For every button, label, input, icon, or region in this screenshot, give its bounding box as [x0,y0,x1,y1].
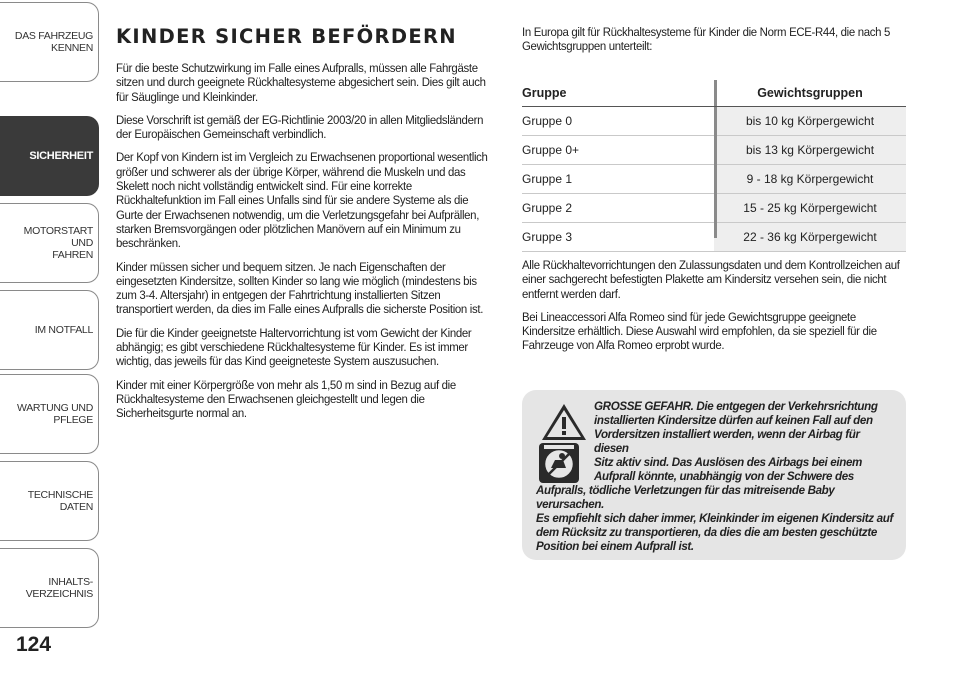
tab-motorstart-und-fahren[interactable] [0,203,99,283]
tab-im-notfall[interactable] [0,290,99,370]
weight-cell: bis 10 kg Körpergewicht [714,107,906,135]
paragraph: Kinder mit einer Körpergröße von mehr als 1,50 m sind in Bezug auf die Rückhaltesysteme den Erwachsenen gleichgestellt und legen die Sicherheitsgurte normal an. [116,377,456,421]
group-cell: Gruppe 0+ [522,143,580,157]
paragraph: Bei Lineaccessori Alfa Romeo sind für jede Gewichtsgruppe geeignete Kindersitze erhältlich. Diese Auswahl wird empfohlen, da sie speziell für die Fahrzeuge von Alfa Romeo erprobt wurde. [522,309,877,353]
right-column [522,25,906,63]
weight-cell: 9 - 18 kg Körpergewicht [714,165,906,193]
weight-cell: 22 - 36 kg Körpergewicht [714,223,906,251]
paragraph: Die für die Kinder geeignetste Haltervorrichtung ist vom Gewicht der Kinder abhängig; es gibt verschiedene Rückhaltesysteme für Kinder. Es ist immer wichtig, das jeweils für das Kind geeigneteste System auszusuchen. [116,325,472,369]
group-cell: Gruppe 3 [522,230,573,244]
warning-line: Sitz aktiv sind. Das Auslösen des Airbags bei einem [594,456,863,469]
tab-inhaltsverzeichnis[interactable] [0,548,99,628]
warning-text [536,400,896,554]
table-header [522,80,906,107]
weight-cell: 15 - 25 kg Körpergewicht [714,194,906,222]
weight-group-table [522,80,906,252]
left-column [116,25,500,430]
danger-warning-box [522,390,906,560]
group-cell: Gruppe 1 [522,172,573,186]
tab-label: TECHNISCHE DATEN [27,489,93,513]
tab-label: SICHERHEIT [29,150,93,162]
warning-line: Es empfiehlt sich daher immer, Kleinkinder im eigenen Kindersitz auf [536,512,893,525]
intro-paragraph: In Europa gilt für Rückhaltesysteme für Kinder die Norm ECE-R44, die nach 5 Gewichtsgruppen unterteilt: [522,25,891,54]
tab-sicherheit[interactable] [0,116,99,196]
warning-line: Aufprall könnte, unabhängig von der Schwere des [594,470,854,483]
warning-line: installierten Kindersitze dürfen auf keinen Fall auf den [594,414,873,427]
tab-technische-daten[interactable] [0,461,99,541]
tab-label: IM NOTFALL [34,324,93,336]
right-paragraphs [522,258,906,362]
paragraph: Der Kopf von Kindern ist im Vergleich zu Erwachsenen proportional wesentlich größer und schwerer als der übrige Körper, während die Muskeln und das Skelett noch nicht vollständig entwickelt sind. Für eine korrekte Rückhaltefunktion im Fall eines Unfalls sind für sie andere Systeme als die Gurte der Erwachsenen notwendig, um die Verletzungsgefahr bei Aufprällen, starken Bremsvorgängen oder plötzlichen Manövern auf ein Minimum zu beschränken. [116,150,488,251]
weight-cell: bis 13 kg Körpergewicht [714,136,906,164]
tab-das-fahrzeug-kennen[interactable] [0,2,99,82]
header-gewichtsgruppen: Gewichtsgruppen [757,86,863,100]
tab-label: INHALTS- VERZEICHNIS [25,576,93,600]
tab-wartung-und-pflege[interactable] [0,374,99,454]
group-cell: Gruppe 2 [522,201,573,215]
tab-label: WARTUNG UND PFLEGE [16,402,93,426]
warning-line: Vordersitzen installiert werden, wenn der Airbag für diesen [594,428,860,455]
tab-label: MOTORSTART UND FAHREN [23,225,93,261]
page-number: 124 [16,633,52,656]
warning-line: Position bei einem Aufprall ist. [536,540,694,553]
warning-line: Aufpralls, tödliche Verletzungen für das mitreisende Baby verursachen. [536,484,835,511]
paragraph: Diese Vorschrift ist gemäß der EG-Richtlinie 2003/20 in allen Mitgliedsländern der Europäischen Gemeinschaft verbindlich. [116,112,484,142]
warning-line: dem Rücksitz zu transportieren, da dies die am besten geschützte [536,526,877,539]
group-cell: Gruppe 0 [522,114,573,128]
header-gruppe: Gruppe [522,86,567,100]
warning-line: GROSSE GEFAHR. Die entgegen der Verkehrsrichtung [594,400,878,413]
tab-label: DAS FAHRZEUG KENNEN [14,30,93,54]
paragraph: Kinder müssen sicher und bequem sitzen. Je nach Eigenschaften der eingesetzten Kindersitze, sollten Kinder so lang wie möglich (mindestens bis zum 3-4. Altersjahr) in entgegen der Fahrtrichtung installierten Sitzen transportiert werden, da dies im Falle eines Aufpralls die sicherste Position ist. [116,259,484,317]
paragraph: Alle Rückhaltevorrichtungen den Zulassungsdaten und dem Kontrollzeichen auf einer sachgerecht befestigten Plakette am Kindersitz versehen sein, die nicht entfernt werden darf. [522,258,900,301]
section-title: KINDER SICHER BEFÖRDERN [116,25,457,48]
paragraph: Für die beste Schutzwirkung im Falle eines Aufpralls, müssen alle Fahrgäste sitzen und durch geeignete Rückhaltesysteme abgesichert sein. Dies gilt auch für Säuglinge und Kleinkinder. [116,61,486,104]
